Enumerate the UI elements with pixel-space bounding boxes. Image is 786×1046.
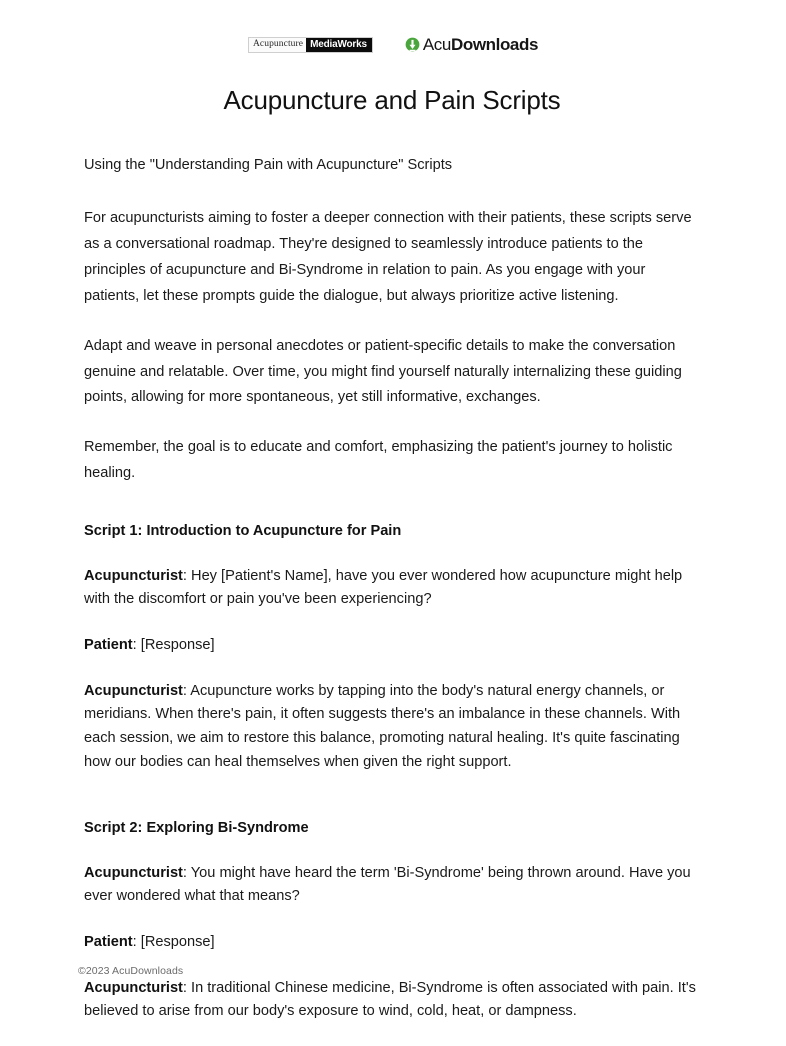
speaker-label: Patient [84, 933, 133, 950]
script-2-heading: Script 2: Exploring Bi-Syndrome [84, 820, 309, 837]
acudownloads-wordmark-downloads: Downloads [450, 35, 539, 54]
mediaworks-logo-word-acupuncture: Acupuncture [249, 38, 306, 52]
speaker-label: Acupuncturist [84, 567, 183, 584]
intro-paragraph-1: For acupuncturists aiming to foster a deeper connection with their patients, these scripts serve as a conversational roadmap. They're designed to seamlessly introduce patients to the principles of acupuncture and Bi-Syndrome in relation to pain. As you engage with your patients, let these prompts guide the dialogue, but always prioritize active listening. [84, 209, 692, 304]
script-1-heading: Script 1: Introduction to Acupuncture for Pain [84, 523, 402, 540]
script-2-line-2 [84, 931, 700, 955]
script-2-line-3 [84, 977, 700, 1024]
footer-copyright: ©2023 AcuDownloads [78, 965, 184, 977]
speaker-label: Acupuncturist [84, 864, 183, 881]
page-title: Acupuncture and Pain Scripts [223, 85, 561, 115]
intro-paragraph-3: Remember, the goal is to educate and comfort, emphasizing the patient's journey to holistic healing. [84, 439, 673, 482]
speaker-label: Acupuncturist [84, 979, 183, 996]
script-2-line-1 [84, 862, 700, 909]
document-body [84, 84, 700, 1046]
acudownloads-wordmark-acu: Acu [422, 35, 451, 54]
script-1-line-1 [84, 565, 700, 612]
dialogue-text: : [Response] [132, 933, 215, 950]
acudownloads-logo-wordmark [423, 36, 538, 53]
acupuncture-mediaworks-logo [248, 37, 373, 53]
script-1-line-2 [84, 634, 700, 658]
dialogue-text: : Acupuncture works by tapping into the body's natural energy channels, or meridians. When there's pain, it often suggests there's an imbalance in these channels. With each session, we aim to restore this balance, promoting natural healing. It's quite fascinating how our bodies can heal themselves when given the right support. [84, 682, 681, 770]
download-circle-icon [405, 37, 420, 52]
intro-paragraph-2: Adapt and weave in personal anecdotes or patient-specific details to make the conversation genuine and relatable. Over time, you might find yourself naturally internalizing these guiding points, allowing for more spontaneous, yet still informative, exchanges. [84, 337, 682, 406]
dialogue-text: : Hey [Patient's Name], have you ever wondered how acupuncture might help with the discomfort or pain you've been experiencing? [84, 567, 683, 608]
intro-subtitle: Using the "Understanding Pain with Acupuncture" Scripts [84, 156, 453, 173]
mediaworks-logo-word-mediaworks: MediaWorks [306, 38, 372, 52]
dialogue-text: : In traditional Chinese medicine, Bi-Syndrome is often associated with pain. It's believed to arise from our body's exposure to wind, cold, heat, or dampness. [84, 979, 696, 1020]
speaker-label: Patient [84, 637, 133, 654]
acudownloads-logo [405, 36, 538, 53]
dialogue-text: : [Response] [132, 637, 215, 654]
logo-bar [0, 36, 786, 53]
speaker-label: Acupuncturist [84, 682, 183, 699]
script-1-line-3 [84, 680, 700, 775]
dialogue-text: : You might have heard the term 'Bi-Syndrome' being thrown around. Have you ever wondered what that means? [84, 864, 691, 905]
